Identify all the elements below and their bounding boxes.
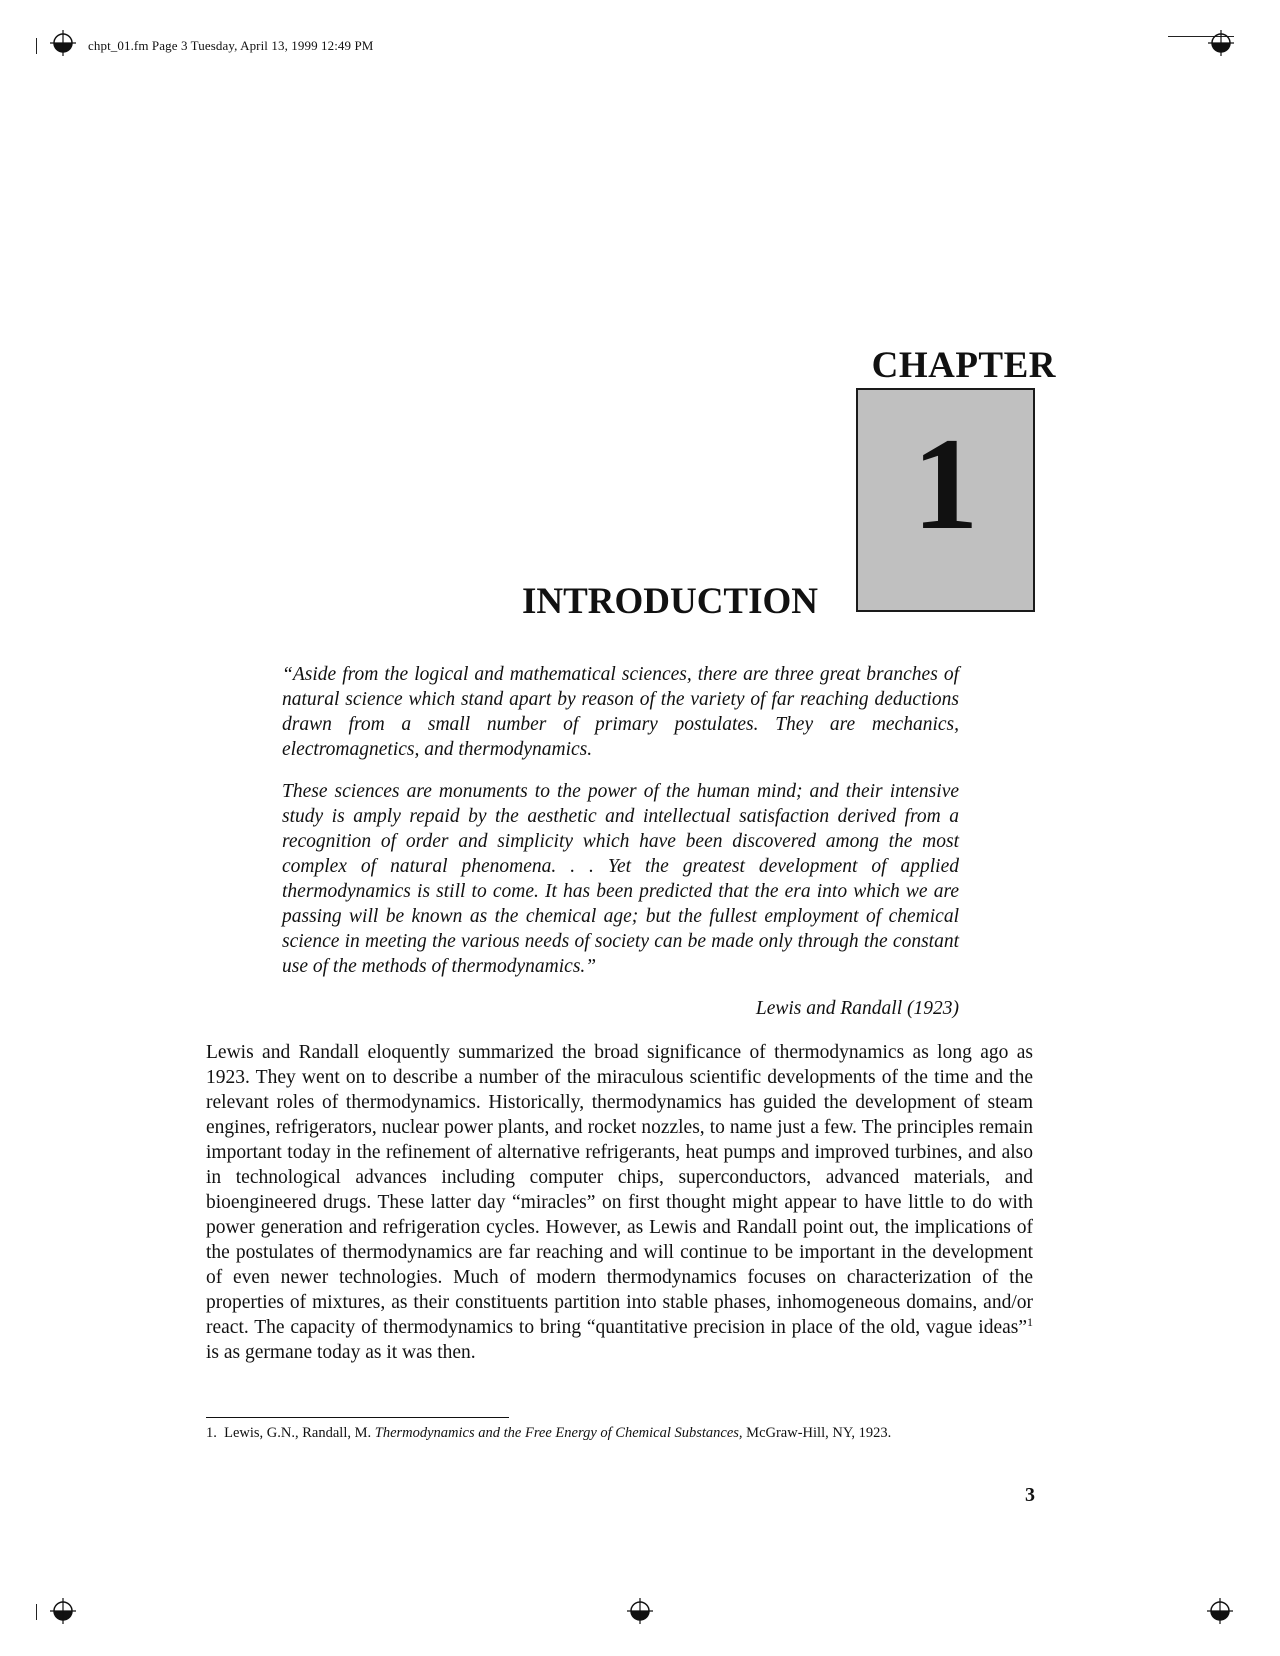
registration-mark-icon	[627, 1598, 653, 1624]
epigraph-attribution: Lewis and Randall (1923)	[755, 998, 959, 1019]
page-number: 3	[1025, 1484, 1035, 1506]
footnote	[206, 1425, 891, 1442]
running-head: chpt_01.fm Page 3 Tuesday, April 13, 1999 12:49 PM	[88, 38, 374, 53]
footnote-authors: Lewis, G.N., Randall, M.	[224, 1425, 372, 1441]
crop-line-bottom-left	[36, 1604, 37, 1620]
chapter-label: CHAPTER	[871, 345, 1056, 386]
chapter-title: INTRODUCTION	[521, 581, 818, 622]
chapter-number: 1	[912, 410, 979, 557]
registration-mark-icon	[50, 30, 76, 56]
body-paragraph-text: Lewis and Randall eloquently summarized the broad significance of thermodynamics as long ago as 1923. They went on to describe a number of the miraculous scientific developments of the time and the relevant roles of thermodynamics. Historically, thermodynamics has guided the development of steam engines, refrigerators, nuclear power plants, and rocket nozzles, to name just a few. The principles remain important today in the refinement of alternative refrigerants, heat pumps and improved turbines, and also in technological advances including computer chips, superconductors, advanced materials, and bioengineered drugs. These latter day “miracles” on first thought might appear to have little to do with power generation and refrigeration cycles. However, as Lewis and Randall point out, the implications of the postulates of thermodynamics are far reaching and will continue to be important in the development of even newer technologies. Much of modern thermodynamics focuses on characterization of the properties of mixtures, as their constituents partition into stable phases, inhomogeneous domains, and/or react. The capacity of thermodynamics to bring “quantitative precision in place of the old, vague ideas”	[206, 1042, 1033, 1338]
footnote-reference[interactable]: 1	[1027, 1315, 1033, 1329]
registration-mark-icon	[1207, 1598, 1233, 1624]
chapter-number-box	[856, 388, 1035, 612]
footnote-rule	[206, 1417, 509, 1418]
registration-mark-icon	[50, 1598, 76, 1624]
epigraph-paragraph-2: These sciences are monuments to the power of the human mind; and their intensive study is amply repaid by the aesthetic and intellectual satisfaction derived from a recognition of order and simplicity which have been discovered among the most complex of natural phenomena. . . Yet the greatest development of applied thermodynamics is still to come. It has been predicted that the era into which we are passing will be known as the chemical age; but the fullest employment of chemical science in meeting the various needs of society can be made only through the constant use of the methods of thermodynamics.”	[282, 781, 959, 977]
registration-mark-icon	[1208, 30, 1234, 56]
epigraph-paragraph-1: “Aside from the logical and mathematical sciences, there are three great branches of natural science which stand apart by reason of the variety of far reaching deductions drawn from a small number of primary postulates. They are mechanics, electromagnetics, and thermodynamics.	[282, 664, 959, 760]
footnote-title: Thermodynamics and the Free Energy of Chemical Substances,	[374, 1425, 743, 1441]
body-paragraph	[206, 1040, 1033, 1365]
crop-line-top-left	[36, 38, 37, 54]
footnote-marker: 1.	[206, 1425, 217, 1441]
body-paragraph-end: is as germane today as it was then.	[206, 1342, 476, 1363]
footnote-publisher: McGraw-Hill, NY, 1923.	[746, 1425, 892, 1441]
